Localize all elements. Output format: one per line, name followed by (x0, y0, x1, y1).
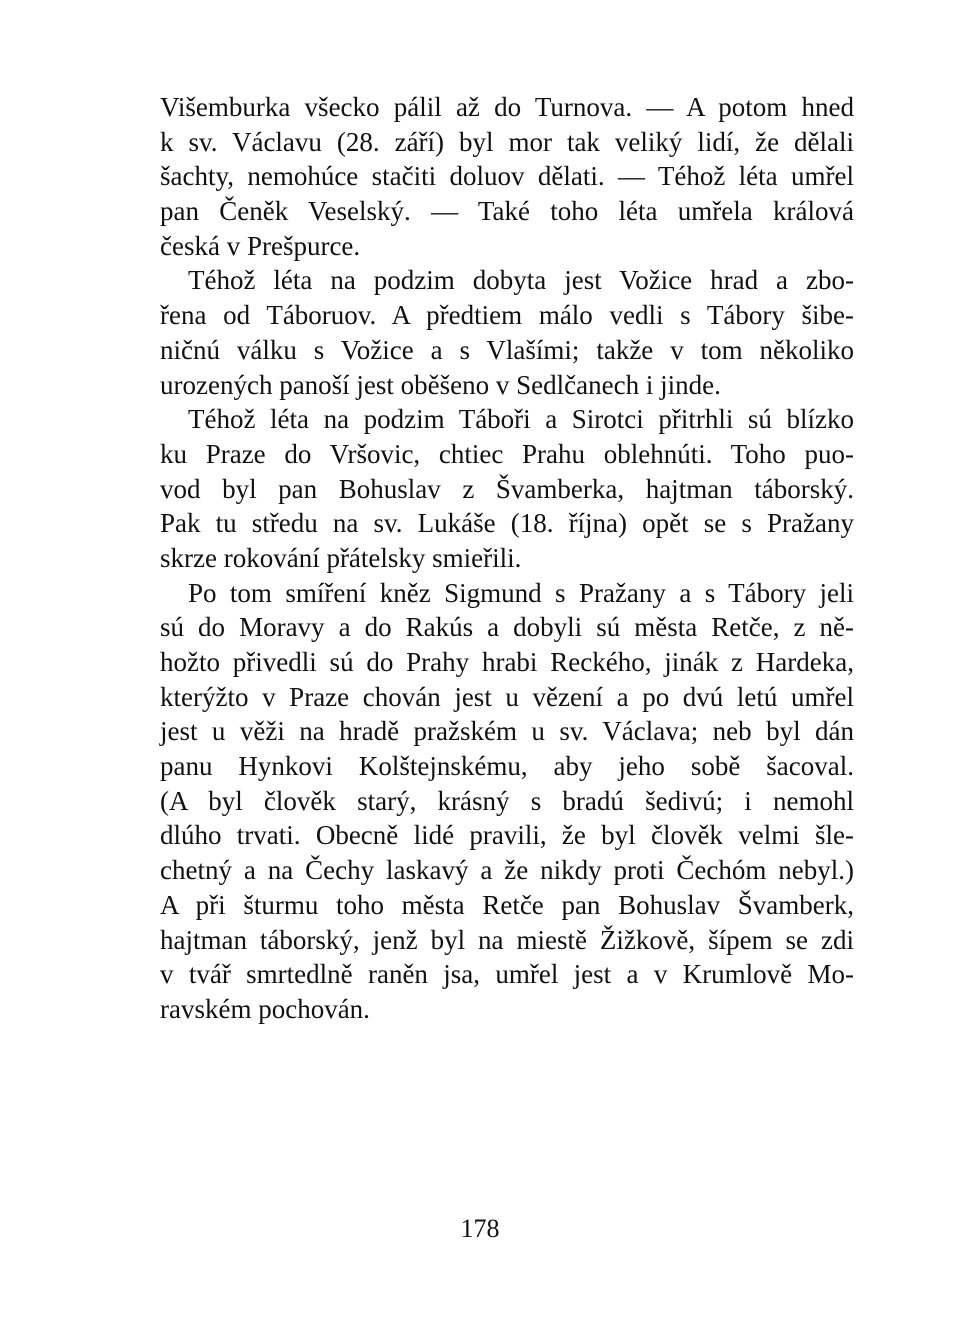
text-line: sú do Moravy a do Rakús a dobyli sú města Retče, z ně- (160, 612, 854, 643)
text-line: hajtman táborský, jenž byl na miestě Žižkově, šípem se zdi (160, 924, 854, 955)
text-line: kterýžto v Praze chován jest u vězení a po dvú letú umřel (160, 681, 854, 712)
text-line: ku Praze do Vršovic, chtiec Prahu oblehnúti. Toho puo- (160, 438, 854, 469)
body-text (160, 90, 854, 1027)
text-line: česká v Prešpurce. (160, 230, 361, 261)
text-line: urozených panoší jest oběšeno v Sedlčanech i jinde. (160, 369, 721, 400)
text-line: k sv. Václavu (28. září) byl mor tak veliký lidí, že dělali (160, 126, 854, 157)
text-line: Pak tu středu na sv. Lukáše (18. října) opět se s Pražany (160, 508, 854, 539)
text-line: Téhož léta na podzim dobyta jest Vožice hrad a zbo- (188, 265, 854, 296)
text-line: v tvář smrtedlně raněn jsa, umřel jest a v Krumlově Mo- (160, 959, 854, 990)
text-line: skrze rokování přátelsky smieřili. (160, 542, 522, 573)
text-line: A při šturmu toho města Retče pan Bohuslav Švamberk, (160, 889, 854, 920)
text-line: Téhož léta na podzim Táboři a Sirotci přitrhli sú blízko (188, 404, 854, 435)
page-number: 178 (460, 1214, 500, 1243)
text-line: hožto přivedli sú do Prahy hrabi Reckého, jinák z Hardeka, (160, 647, 854, 677)
text-line: ničnú válku s Vožice a s Vlašími; takže v tom několiko (160, 334, 854, 365)
text-line: ravském pochován. (160, 993, 370, 1024)
text-line: Po tom smíření kněz Sigmund s Pražany a s Tábory jeli (188, 577, 854, 608)
text-line: pan Čeněk Veselský. — Také toho léta umřela králová (160, 196, 854, 227)
text-line: (A byl člověk starý, krásný s bradú šedivú; i nemohl (160, 785, 854, 816)
text-line: chetný a na Čechy laskavý a že nikdy proti Čechóm nebyl.) (160, 855, 854, 886)
text-line: vod byl pan Bohuslav z Švamberka, hajtman táborský. (160, 473, 854, 504)
text-line: řena od Táboruov. A předtiem málo vedli s Tábory šibe- (160, 300, 854, 331)
text-line: šachty, nemohúce stačiti doluov dělati. — Téhož léta umřel (160, 161, 854, 192)
text-line: Višemburka všecko pálil až do Turnova. — A potom hned (160, 92, 854, 122)
text-line: jest u věži na hradě pražském u sv. Václava; neb byl dán (160, 716, 854, 747)
text-line: panu Hynkovi Kolštejnskému, aby jeho sobě šacoval. (160, 751, 854, 782)
text-line: dlúho trvati. Obecně lidé pravili, že byl člověk velmi šle- (160, 820, 854, 851)
